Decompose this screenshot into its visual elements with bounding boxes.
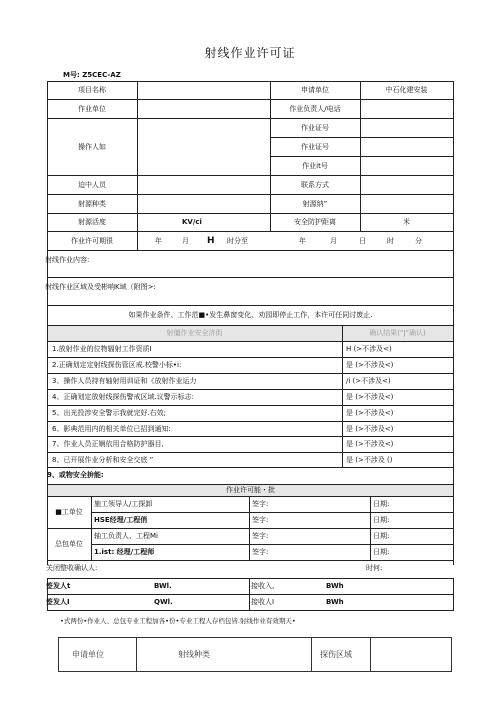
receiver-2-bw: BWh bbox=[326, 598, 344, 606]
source-number-label: 射源纳” bbox=[302, 199, 328, 208]
measure-2: 2.正确划定定射线探伤管区戒.校警小标•i: bbox=[52, 361, 182, 369]
period-end-month: 月 bbox=[330, 236, 337, 245]
measure-7-result: 是 (>不涉及<) bbox=[346, 440, 394, 448]
operator-label: 操作人如 bbox=[78, 142, 106, 151]
sign-label-2: 签字: bbox=[252, 516, 269, 524]
contact-label: 联系方式 bbox=[301, 180, 329, 189]
applicant-unit-label: 申请单位 bbox=[301, 86, 329, 94]
confirmation-header: 确认结果(“J”确认) bbox=[369, 329, 426, 337]
measure-5: 5、出光投涉安全警示我就完好.右效; bbox=[52, 409, 167, 417]
issuer-1-label: 签发人t bbox=[46, 582, 71, 590]
permit-table bbox=[47, 81, 454, 565]
warning-text: 如果作业条件、工作范■•发生鼻窗变化、劝园即停止工作，本许可任同讨废止. bbox=[128, 311, 373, 319]
bottom-applicant-label: 申请单位 bbox=[72, 649, 104, 659]
receiver-1-label: 接收入, bbox=[251, 582, 275, 590]
receiver-2-label: 接收人I bbox=[251, 598, 275, 606]
sign-label-4: 签字: bbox=[252, 548, 269, 556]
measure-3: 3、操作人员持有轴射用训证和《放射作业运力 bbox=[52, 377, 197, 385]
period-start-year: 年 bbox=[155, 236, 162, 245]
safety-distance-label: 安全防护距离 bbox=[294, 218, 336, 226]
date-label-2: 日期: bbox=[373, 516, 390, 524]
bottom-ray-type-label: 射线种类 bbox=[178, 649, 210, 659]
cert-number-3-label: 作业it号 bbox=[302, 161, 328, 170]
issuer-2-label: 签发人I bbox=[46, 598, 70, 606]
date-label-1: 日期: bbox=[373, 500, 390, 508]
period-start-time: 时分至 bbox=[227, 236, 248, 245]
period-end-hour: 时 bbox=[387, 236, 394, 245]
period-start-month: 月 bbox=[182, 236, 189, 245]
permit-period-label: 作业许可期很 bbox=[71, 236, 113, 245]
work-content-label: 射线作业内容: bbox=[45, 255, 90, 264]
measure-8: 8、已开展作业分析和安全交底 ” bbox=[52, 455, 154, 464]
work-unit-label: 作业单位 bbox=[78, 104, 106, 113]
contractor-leader-role: 轴工负责人、工程Mi bbox=[94, 532, 158, 540]
receiver-1-bw: BWh bbox=[326, 582, 344, 590]
document-title: 射线作业许可证 bbox=[204, 46, 296, 60]
sign-label-1: 签字: bbox=[252, 500, 269, 508]
measure-8-result: 是 (>不涉及 () bbox=[346, 455, 393, 464]
bottom-table bbox=[58, 637, 452, 671]
measure-1: 1.放射作业的位物辐射工作资质I bbox=[52, 345, 152, 353]
cert-number-2-label: 作业证号 bbox=[301, 142, 329, 151]
project-name-label: 项目名称 bbox=[78, 86, 106, 94]
issuer-2-bw: QWl. bbox=[154, 598, 173, 606]
closure-time-label: 时何: bbox=[366, 564, 383, 572]
safety-measures-header: 射僵作业安全济街 bbox=[166, 329, 223, 337]
period-end-year: 年 bbox=[299, 236, 306, 245]
measure-5-result: 是 (>不涉及<) bbox=[346, 409, 394, 417]
measure-4-result: 是 (>不涉及<) bbox=[346, 393, 394, 401]
construction-leader-role: 施工领导人/工探卸 bbox=[94, 500, 153, 508]
source-type-label: 射源种类 bbox=[78, 199, 106, 208]
measure-6: 6、影典范用内的相关单位已招到通知: bbox=[52, 424, 171, 433]
measure-1-result: H (>不涉及<) bbox=[346, 345, 392, 353]
guardian-label: 迫中人员 bbox=[78, 180, 106, 189]
closure-confirm-label: 关闭整收确认人: bbox=[46, 564, 98, 572]
cert-number-1-label: 作业证号 bbox=[301, 123, 329, 132]
date-label-4: 日期: bbox=[373, 548, 390, 556]
work-leader-label: 作业负责人/电话 bbox=[289, 104, 341, 113]
bottom-area-label: 探伤区域 bbox=[320, 649, 352, 659]
source-activity-label: 射源活度 bbox=[78, 218, 106, 226]
sign-label-3: 签字: bbox=[252, 532, 269, 540]
construction-unit-label: ■工单位 bbox=[55, 508, 83, 516]
serial-number: M号: Z5CEC-AZ bbox=[63, 71, 121, 79]
footnote: •式两份•作业人、总包专业工程加各•份•专业工程人存档包皆.射线作业有效期天• bbox=[60, 617, 296, 625]
other-measures-label: 9、或物安全拚能: bbox=[47, 471, 104, 479]
period-start-day: H bbox=[207, 235, 215, 246]
measure-2-result: 是 (>不涉及<) bbox=[346, 361, 394, 369]
contractor-hse-role: 1.ist: 经理/工程师 bbox=[94, 548, 155, 556]
measure-4: 4、正确划定放射线探伤警戒区域.议警示标志: bbox=[52, 393, 195, 401]
issuer-1-bw: BWl. bbox=[154, 582, 172, 590]
applicant-unit-value: 中石化建安装 bbox=[385, 86, 428, 94]
distance-unit: 米 bbox=[403, 218, 410, 226]
period-end-minute: 分 bbox=[415, 236, 422, 245]
date-label-3: 日期: bbox=[373, 532, 390, 540]
approval-header: 作业许可能・批 bbox=[226, 486, 275, 494]
measure-6-result: 是 (>不涉及<) bbox=[346, 424, 394, 433]
measure-7: 7、作业人员正娴依用合格防护器目, bbox=[52, 440, 164, 448]
period-end-day: 日 bbox=[359, 236, 366, 245]
work-area-label: 射线作业区域及受彬响K域（附图>: bbox=[45, 282, 156, 291]
construction-hse-role: HSE经理/工程俏 bbox=[94, 516, 148, 524]
activity-unit: KV/ci bbox=[182, 218, 202, 226]
measure-3-result: /i (>不涉及<) bbox=[346, 377, 391, 385]
general-contractor-label: 总包单位 bbox=[55, 540, 83, 548]
